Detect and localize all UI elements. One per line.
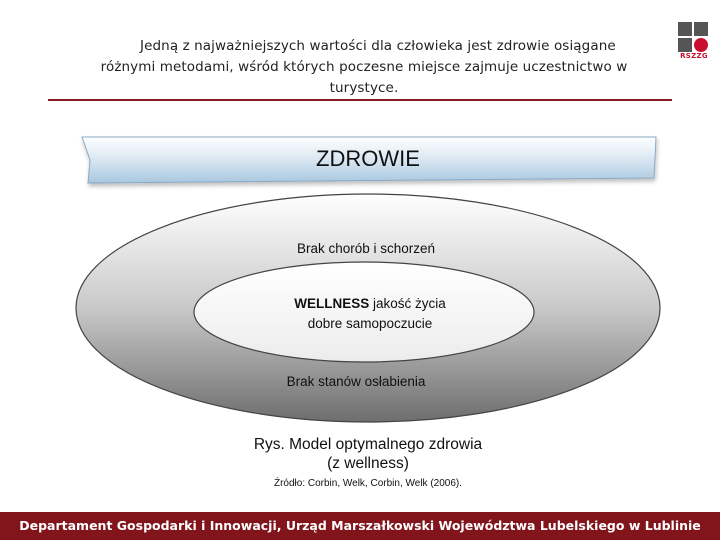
caption-line-1: Rys. Model optymalnego zdrowia [253,436,483,453]
figure-caption [200,435,536,473]
intro-line-2: różnymi metodami, wśród których poczesne miejsce zajmuje uczestnictwo w [100,59,628,75]
outer-bottom-label: Brak stanów osłabienia [286,374,426,389]
wellness-label: WELLNESS [294,296,370,311]
figure-source: Źródło: Corbin, Welk, Corbin, Welk (2006). [273,478,463,489]
inner-ellipse [194,262,534,362]
quality-of-life-label: jakość życia [373,296,446,311]
caption-line-2: (z wellness) [327,455,409,472]
inner-label-line1 [294,296,446,311]
intro-line-1: Jedną z najważniejszych wartości dla człowieka jest zdrowie osiągane [140,38,616,54]
banner-label: ZDROWIE [316,146,420,171]
inner-label-line2: dobre samopoczucie [307,316,433,331]
footer-bar: Departament Gospodarki i Innowacji, Urząd Marszałkowski Województwa Lubelskiego w Lublinie [0,512,720,540]
outer-top-label: Brak chorób i schorzeń [296,241,436,256]
intro-line-3: turystyce. [329,80,399,96]
logo-label: RSZZG [680,52,708,60]
